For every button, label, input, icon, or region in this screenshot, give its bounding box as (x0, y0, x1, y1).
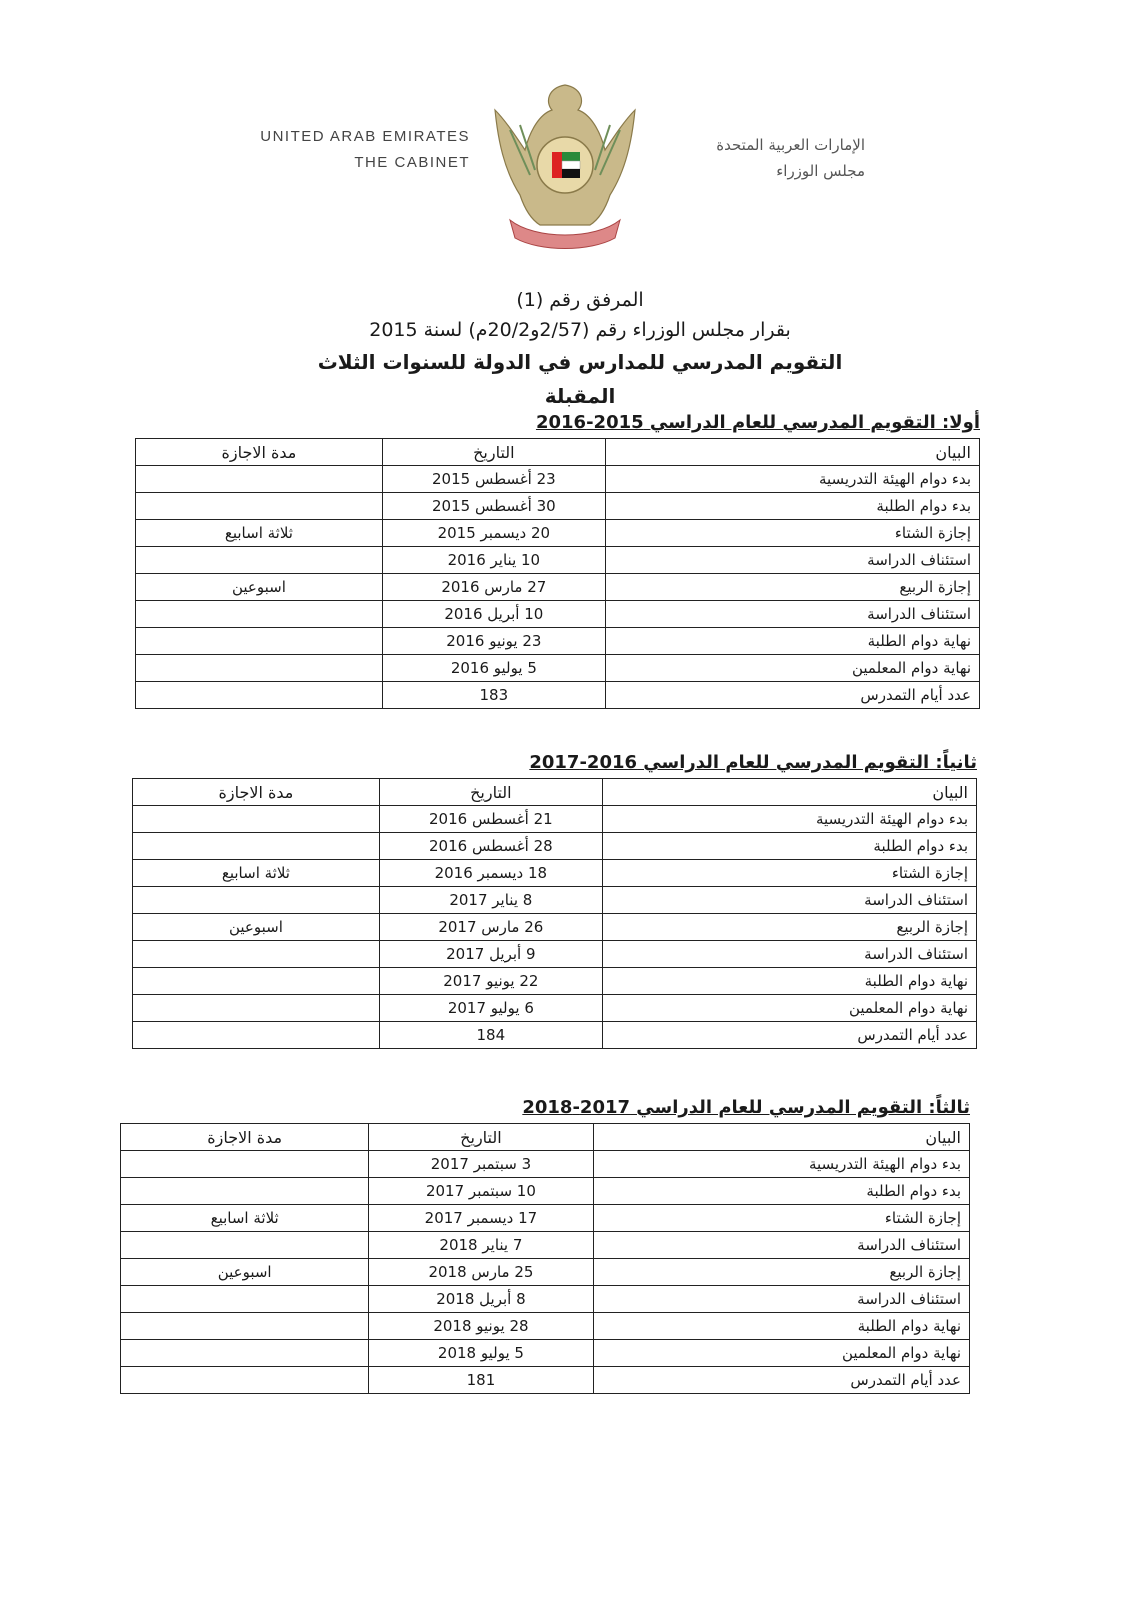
document-title: التقويم المدرسي للمدارس في الدولة للسنوات الثلاث المقبلة (317, 350, 843, 408)
cell-duration (121, 1367, 369, 1394)
table-header-row (136, 439, 980, 466)
section-title: ثانياً: التقويم المدرسي للعام الدراسي 2016-2017 (529, 752, 977, 773)
cell-duration (136, 466, 383, 493)
cell-duration (133, 833, 380, 860)
calendar-section-2 (132, 748, 977, 1049)
calendar-section-1 (135, 408, 980, 709)
cell-item: إجازة الربيع (602, 914, 976, 941)
table-row (136, 574, 980, 601)
cell-item: بدء دوام الهيئة التدريسية (605, 466, 979, 493)
cell-item: نهاية دوام الطلبة (593, 1313, 969, 1340)
cell-duration: ثلاثة اسابيع (136, 520, 383, 547)
annex-number: المرفق رقم (1) (516, 289, 644, 311)
cell-item: نهاية دوام المعلمين (602, 995, 976, 1022)
cell-item: عدد أيام التمدرس (602, 1022, 976, 1049)
cell-duration (133, 941, 380, 968)
cell-date: 23 يونيو 2016 (382, 628, 605, 655)
cell-item: بدء دوام الطلبة (593, 1178, 969, 1205)
cell-duration (133, 1022, 380, 1049)
table-row (136, 601, 980, 628)
cell-duration (136, 655, 383, 682)
document-heading (300, 285, 860, 413)
cell-item: استئناف الدراسة (605, 601, 979, 628)
cell-date: 6 يوليو 2017 (379, 995, 602, 1022)
cell-date: 30 أغسطس 2015 (382, 493, 605, 520)
calendar-table (132, 778, 977, 1049)
cell-date: 10 يناير 2016 (382, 547, 605, 574)
cell-date: 26 مارس 2017 (379, 914, 602, 941)
section-title: ثالثاً: التقويم المدرسي للعام الدراسي 2017-2018 (522, 1097, 970, 1118)
cell-duration (121, 1151, 369, 1178)
table-row (121, 1232, 970, 1259)
cell-item: نهاية دوام الطلبة (605, 628, 979, 655)
cell-date: 8 يناير 2017 (379, 887, 602, 914)
table-header-row (121, 1124, 970, 1151)
cell-duration (121, 1232, 369, 1259)
cell-date: 28 يونيو 2018 (369, 1313, 593, 1340)
cell-date: 22 يونيو 2017 (379, 968, 602, 995)
table-row (121, 1178, 970, 1205)
table-row (136, 655, 980, 682)
table-row (136, 547, 980, 574)
table-row (121, 1340, 970, 1367)
decision-reference: بقرار مجلس الوزراء رقم (2/57و20/2م) لسنة 2015 (369, 319, 791, 341)
cell-item: استئناف الدراسة (593, 1232, 969, 1259)
cell-duration (136, 601, 383, 628)
cell-item: إجازة الشتاء (605, 520, 979, 547)
cell-date: 17 ديسمبر 2017 (369, 1205, 593, 1232)
cell-date: 10 أبريل 2016 (382, 601, 605, 628)
calendar-section-3 (120, 1093, 970, 1394)
country-name-en: UNITED ARAB EMIRATES (260, 128, 470, 145)
table-row (121, 1367, 970, 1394)
cell-item: عدد أيام التمدرس (605, 682, 979, 709)
table-row (133, 887, 977, 914)
table-row (133, 995, 977, 1022)
cell-item: نهاية دوام المعلمين (593, 1340, 969, 1367)
cell-duration (136, 682, 383, 709)
cell-date: 20 ديسمبر 2015 (382, 520, 605, 547)
table-row (133, 806, 977, 833)
header-duration: مدة الاجازة (133, 779, 380, 806)
cell-date: 181 (369, 1367, 593, 1394)
cell-duration: ثلاثة اسابيع (133, 860, 380, 887)
country-name-ar: الإمارات العربية المتحدة (716, 136, 865, 154)
cell-duration: ثلاثة اسابيع (121, 1205, 369, 1232)
header-date: التاريخ (369, 1124, 593, 1151)
table-row (133, 1022, 977, 1049)
table-row (121, 1151, 970, 1178)
table-row (133, 968, 977, 995)
cell-date: 3 سبتمبر 2017 (369, 1151, 593, 1178)
cell-duration: اسبوعين (133, 914, 380, 941)
table-row (136, 466, 980, 493)
cell-item: بدء دوام الهيئة التدريسية (602, 806, 976, 833)
cell-item: إجازة الربيع (593, 1259, 969, 1286)
cell-duration (121, 1178, 369, 1205)
cell-item: بدء دوام الهيئة التدريسية (593, 1151, 969, 1178)
cell-item: استئناف الدراسة (593, 1286, 969, 1313)
cell-duration (136, 628, 383, 655)
cell-item: نهاية دوام الطلبة (602, 968, 976, 995)
header-date: التاريخ (379, 779, 602, 806)
cell-date: 184 (379, 1022, 602, 1049)
cell-date: 27 مارس 2016 (382, 574, 605, 601)
cell-date: 8 أبريل 2018 (369, 1286, 593, 1313)
cell-date: 183 (382, 682, 605, 709)
cell-date: 9 أبريل 2017 (379, 941, 602, 968)
cell-date: 5 يوليو 2016 (382, 655, 605, 682)
letterhead-arabic (655, 132, 865, 184)
cell-date: 5 يوليو 2018 (369, 1340, 593, 1367)
cell-duration (136, 547, 383, 574)
cell-date: 10 سبتمبر 2017 (369, 1178, 593, 1205)
header-item: البيان (593, 1124, 969, 1151)
cell-duration (133, 968, 380, 995)
calendar-table (120, 1123, 970, 1394)
table-row (136, 682, 980, 709)
cell-date: 7 يناير 2018 (369, 1232, 593, 1259)
cell-item: استئناف الدراسة (602, 941, 976, 968)
section-title: أولا: التقويم المدرسي للعام الدراسي 2015-2016 (535, 412, 980, 433)
cell-date: 21 أغسطس 2016 (379, 806, 602, 833)
cell-item: استئناف الدراسة (605, 547, 979, 574)
table-row (133, 941, 977, 968)
cell-date: 23 أغسطس 2015 (382, 466, 605, 493)
cell-duration (133, 995, 380, 1022)
header-item: البيان (602, 779, 976, 806)
table-header-row (133, 779, 977, 806)
table-row (121, 1286, 970, 1313)
cell-item: إجازة الشتاء (593, 1205, 969, 1232)
cell-item: استئناف الدراسة (602, 887, 976, 914)
cell-duration (121, 1286, 369, 1313)
cabinet-name-en: THE CABINET (354, 154, 470, 171)
table-row (136, 628, 980, 655)
cell-date: 25 مارس 2018 (369, 1259, 593, 1286)
letterhead-english (250, 124, 470, 176)
uae-emblem-icon (490, 80, 640, 255)
cell-duration (121, 1313, 369, 1340)
cell-duration (136, 493, 383, 520)
cabinet-name-ar: مجلس الوزراء (776, 162, 865, 180)
cell-item: إجازة الشتاء (602, 860, 976, 887)
letterhead (0, 80, 1131, 270)
table-row (121, 1205, 970, 1232)
cell-item: بدء دوام الطلبة (605, 493, 979, 520)
calendar-table (135, 438, 980, 709)
cell-duration: اسبوعين (136, 574, 383, 601)
header-date: التاريخ (382, 439, 605, 466)
table-row (121, 1313, 970, 1340)
table-row (136, 493, 980, 520)
cell-item: نهاية دوام المعلمين (605, 655, 979, 682)
cell-item: عدد أيام التمدرس (593, 1367, 969, 1394)
table-row (133, 914, 977, 941)
table-row (136, 520, 980, 547)
header-duration: مدة الاجازة (136, 439, 383, 466)
header-duration: مدة الاجازة (121, 1124, 369, 1151)
cell-item: بدء دوام الطلبة (602, 833, 976, 860)
cell-date: 18 ديسمبر 2016 (379, 860, 602, 887)
table-row (133, 860, 977, 887)
cell-duration (121, 1340, 369, 1367)
table-row (133, 833, 977, 860)
cell-date: 28 أغسطس 2016 (379, 833, 602, 860)
cell-duration: اسبوعين (121, 1259, 369, 1286)
cell-duration (133, 806, 380, 833)
cell-duration (133, 887, 380, 914)
table-row (121, 1259, 970, 1286)
cell-item: إجازة الربيع (605, 574, 979, 601)
header-item: البيان (605, 439, 979, 466)
